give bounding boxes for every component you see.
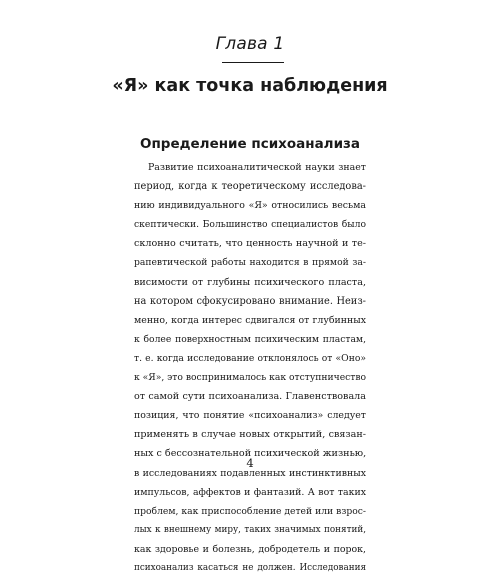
body-line: менно, когда интерес сдвигался от глубинных <box>134 314 366 326</box>
chapter-divider <box>222 62 284 63</box>
body-line: скептически. Большинство специалистов было <box>134 219 366 231</box>
section-heading: Определение психоанализа <box>140 136 360 152</box>
body-line: Развитие психоаналитической науки знает <box>148 162 366 173</box>
body-line: к «Я», это воспринималось как отступничество <box>134 372 366 384</box>
body-line: как здоровье и болезнь, добродетель и порок, <box>134 543 366 555</box>
body-line: позиция, что понятие «психоанализ» следует <box>134 410 366 422</box>
body-line: ных с бессознательной психической жизнью, <box>134 448 366 460</box>
body-line: склонно считать, что ценность научной и те- <box>134 238 366 250</box>
body-line: рапевтической работы находится в прямой за- <box>134 257 366 269</box>
chapter-label: Глава 1 <box>215 34 285 54</box>
body-line: на котором сфокусировано внимание. Неиз- <box>134 295 366 307</box>
body-line: проблем, как приспособление детей или взрос- <box>134 505 366 517</box>
body-line: период, когда к теоретическому исследова- <box>134 181 366 193</box>
chapter-title: «Я» как точка наблюдения <box>112 76 388 96</box>
body-line: висимости от глубины психического пласта, <box>134 276 366 288</box>
body-paragraph <box>134 158 366 578</box>
body-line: к более поверхностным психическим пластам, <box>134 333 366 345</box>
body-line: от самой сути психоанализа. Главенствовала <box>134 391 366 403</box>
body-line: т. е. когда исследование отклонялось от «Оно» <box>134 352 366 364</box>
body-line: в исследованиях подавленных инстинктивных <box>134 467 366 479</box>
body-line: лых к внешнему миру, таких значимых понятий, <box>134 524 366 535</box>
body-line: импульсов, аффектов и фантазий. А вот таких <box>134 486 366 498</box>
body-line: нию индивидуального «Я» относились весьма <box>134 200 366 212</box>
page-number: 4 <box>246 456 254 470</box>
body-line: психоанализ касаться не должен. Исследования <box>134 562 366 573</box>
body-line: применять в случае новых открытий, связан- <box>134 429 366 441</box>
